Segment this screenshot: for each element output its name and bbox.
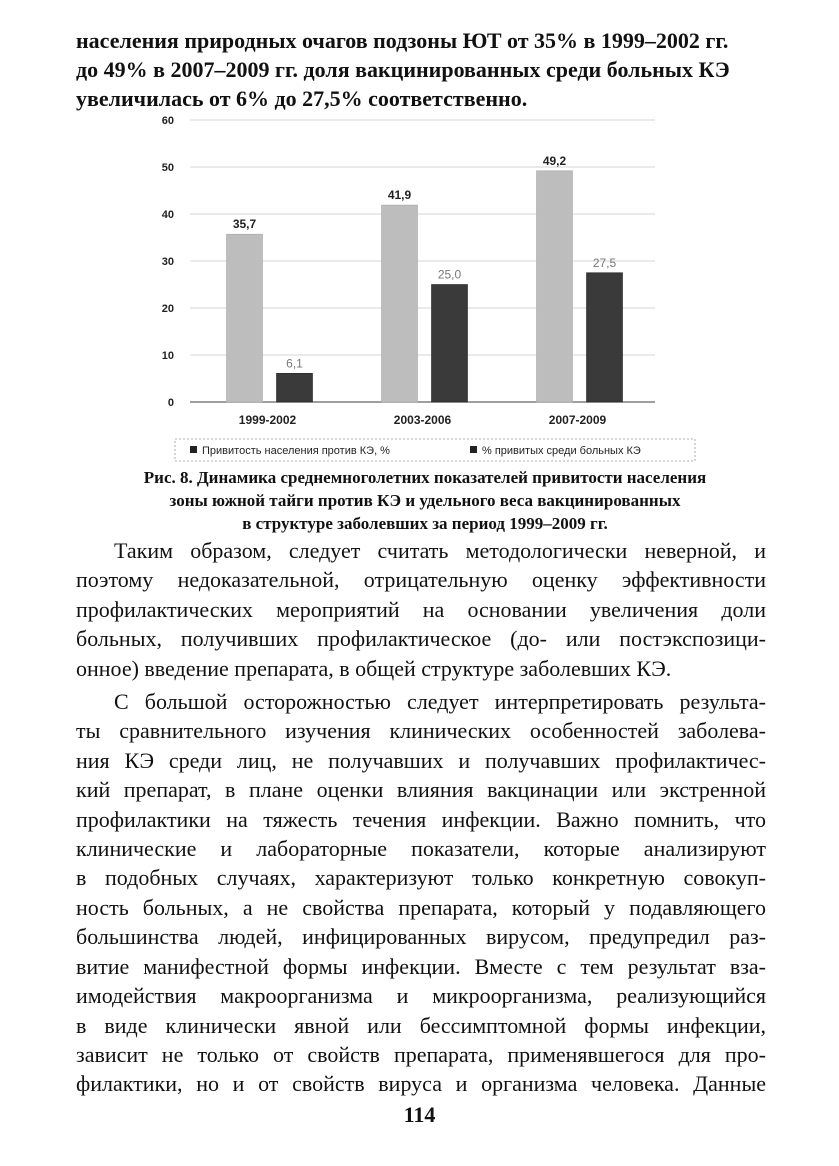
y-tick-label: 50 bbox=[161, 162, 174, 174]
text-line: ность больных, а не свойства препарата, который у подавляющего bbox=[76, 894, 766, 920]
x-tick-label: 2007-2009 bbox=[548, 413, 607, 427]
legend bbox=[175, 439, 695, 461]
text-line: ты сравнительного изучения клинических особенностей заболева- bbox=[76, 718, 766, 744]
y-tick-label: 10 bbox=[161, 350, 174, 362]
bar bbox=[432, 285, 468, 403]
legend-swatch bbox=[190, 446, 197, 453]
text-line: профилактических мероприятий на основании увеличения доли bbox=[76, 596, 766, 622]
text-line: большинства людей, инфицированных вирусом, предупредил раз- bbox=[76, 924, 766, 950]
bar-chart bbox=[140, 112, 700, 472]
intro-line: до 49% в 2007–2009 гг. доля вакцинированных среди больных КЭ bbox=[76, 57, 730, 82]
legend-swatch bbox=[470, 446, 477, 453]
intro-line: увеличилась от 6% до 27,5% соответственно. bbox=[76, 86, 528, 111]
paragraph bbox=[76, 687, 766, 1099]
text-line: Таким образом, следует считать методологически неверной, и bbox=[114, 538, 766, 563]
text-line: больных, получивших профилактическое (до- или постэкспозици- bbox=[76, 626, 766, 652]
legend-label: % привитых среди больных КЭ bbox=[482, 445, 641, 457]
text-line: онное) введение препарата, в общей структуре заболевших КЭ. bbox=[76, 655, 672, 681]
y-tick-label: 30 bbox=[161, 256, 174, 268]
caption-line: Рис. 8. Динамика среднемноголетних показателей привитости населения bbox=[143, 468, 707, 487]
text-line: С большой осторожностью следует интерпретировать результа- bbox=[114, 689, 766, 715]
page-number: 114 bbox=[403, 1102, 436, 1127]
data-label: 6,1 bbox=[286, 356, 303, 371]
text-line: профилактики на тяжесть течения инфекции. Важно помнить, что bbox=[76, 806, 766, 832]
figure-caption bbox=[80, 466, 770, 535]
paragraph bbox=[76, 536, 766, 683]
y-tick-label: 40 bbox=[161, 209, 174, 221]
bar bbox=[537, 171, 573, 402]
y-tick-label: 20 bbox=[161, 303, 174, 315]
x-axis-ticks bbox=[239, 413, 607, 427]
text-line: зависит не только от свойств препарата, применявшегося для про- bbox=[76, 1041, 766, 1067]
data-label: 27,5 bbox=[592, 255, 617, 270]
intro-text bbox=[76, 26, 776, 113]
y-tick-label: 60 bbox=[161, 115, 174, 127]
y-axis-ticks bbox=[162, 115, 174, 409]
caption-line: в структуре заболевших за период 1999–2009 гг. bbox=[242, 514, 608, 533]
text-line: кий препарат, в плане оценки влияния вакцинации или экстренной bbox=[76, 777, 766, 803]
x-tick-label: 2003-2006 bbox=[393, 413, 452, 427]
data-label: 35,7 bbox=[232, 217, 257, 232]
bar bbox=[587, 273, 623, 402]
intro-line: населения природных очагов подзоны ЮТ от 35% в 1999–2002 гг. bbox=[76, 28, 729, 53]
bar bbox=[227, 234, 263, 402]
data-label: 49,2 bbox=[542, 153, 567, 168]
data-label: 41,9 bbox=[387, 188, 412, 203]
text-line: витие манифестной формы инфекции. Вместе с тем результат вза- bbox=[76, 953, 766, 979]
text-line: имодействия макроорганизма и микроорганизма, реализующийся bbox=[76, 983, 766, 1009]
body-text bbox=[76, 536, 766, 1103]
bar bbox=[382, 205, 418, 402]
legend-label: Привитость населения против КЭ, % bbox=[202, 445, 390, 457]
y-tick-label: 0 bbox=[167, 397, 174, 409]
text-line: филактики, но и от свойств вируса и организма человека. Данные bbox=[76, 1071, 766, 1097]
data-label: 25,0 bbox=[437, 267, 462, 282]
text-line: клинические и лабораторные показатели, которые анализируют bbox=[76, 836, 766, 862]
bar bbox=[277, 373, 313, 402]
text-line: поэтому недоказательной, отрицательную оценку эффективности bbox=[76, 567, 766, 593]
text-line: в виде клинически явной или бессимптомной формы инфекции, bbox=[76, 1012, 766, 1038]
x-tick-label: 1999-2002 bbox=[238, 413, 297, 427]
text-line: ния КЭ среди лиц, не получавших и получавших профилактичес- bbox=[76, 747, 766, 773]
caption-line: зоны южной тайги против КЭ и удельного веса вакцинированных bbox=[169, 491, 681, 510]
text-line: в подобных случаях, характеризуют только конкретную совокуп- bbox=[76, 865, 766, 891]
